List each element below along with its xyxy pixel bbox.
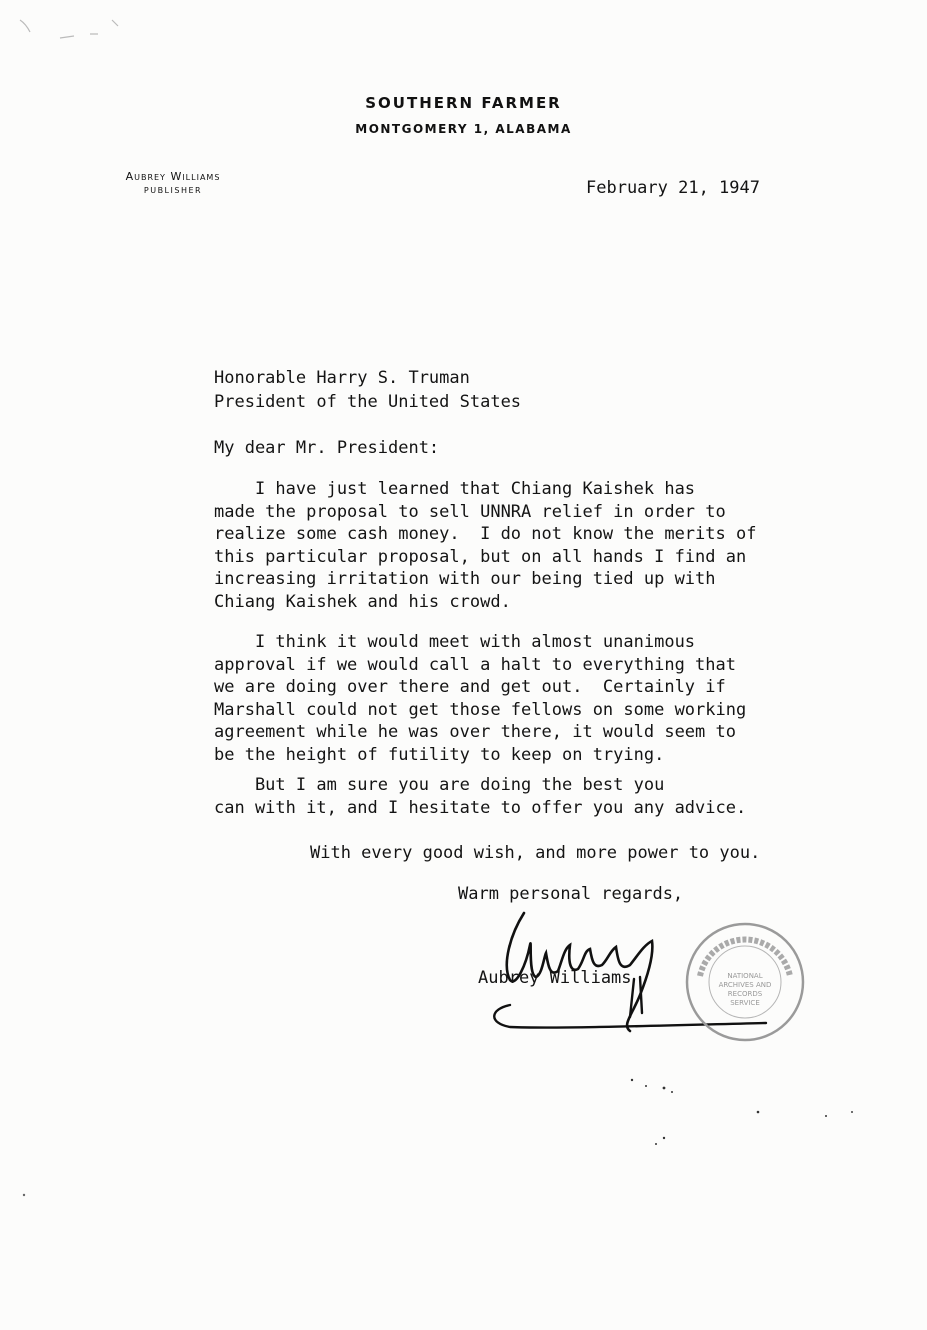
paragraph-line: But I am sure you are doing the best you [214,775,665,795]
recipient-title: President of the United States [214,392,522,412]
paragraph-line: this particular proposal, but on all hands I find an [214,546,747,567]
paragraph-line: With every good wish, and more power to you. [310,843,761,863]
svg-text:SERVICE: SERVICE [730,999,760,1007]
paragraph-line: realize some cash money. I do not know the merits of [214,524,757,544]
paragraph-4 [310,842,910,865]
closing: Warm personal regards, [458,884,684,904]
paragraph-line: approval if we would call a halt to everything that [214,654,736,675]
paragraph-line: Marshall could not get those fellows on some working [214,699,747,720]
publisher-name: Aubrey Williams [125,170,221,183]
paragraph-line: made the proposal to sell UNNRA relief in order to [214,501,726,522]
paragraph-line: I think it would meet with almost unanimous [214,632,696,652]
salutation: My dear Mr. President: [214,438,440,458]
typed-signature-name: Aubrey Williams [478,968,632,988]
paragraph-line: agreement while he was over there, it would seem to [214,722,736,742]
paragraph-line: I have just learned that Chiang Kaishek has [214,479,696,499]
paragraph-line: Chiang Kaishek and his crowd. [214,591,511,612]
paragraph-1 [214,478,814,613]
svg-text:RECORDS: RECORDS [727,990,763,998]
letterhead-city: MONTGOMERY 1, ALABAMA [355,122,572,136]
paragraph-3 [214,774,814,819]
recipient-name: Honorable Harry S. Truman [214,368,470,388]
publisher-title: PUBLISHER [143,186,203,195]
svg-text:NATIONAL: NATIONAL [727,972,763,980]
letter-date: February 21, 1947 [586,178,760,198]
paragraph-line: we are doing over there and get out. Certainly if [214,677,726,697]
paragraph-line: increasing irritation with our being tied up with [214,569,716,589]
paragraph-line: be the height of futility to keep on trying. [214,744,665,765]
svg-text:ARCHIVES AND: ARCHIVES AND [718,981,772,989]
paragraph-2 [214,631,814,766]
paragraph-line: can with it, and I hesitate to offer you any advice. [214,797,747,818]
letterhead-title: SOUTHERN FARMER [365,94,562,112]
archive-stamp [682,920,808,1044]
